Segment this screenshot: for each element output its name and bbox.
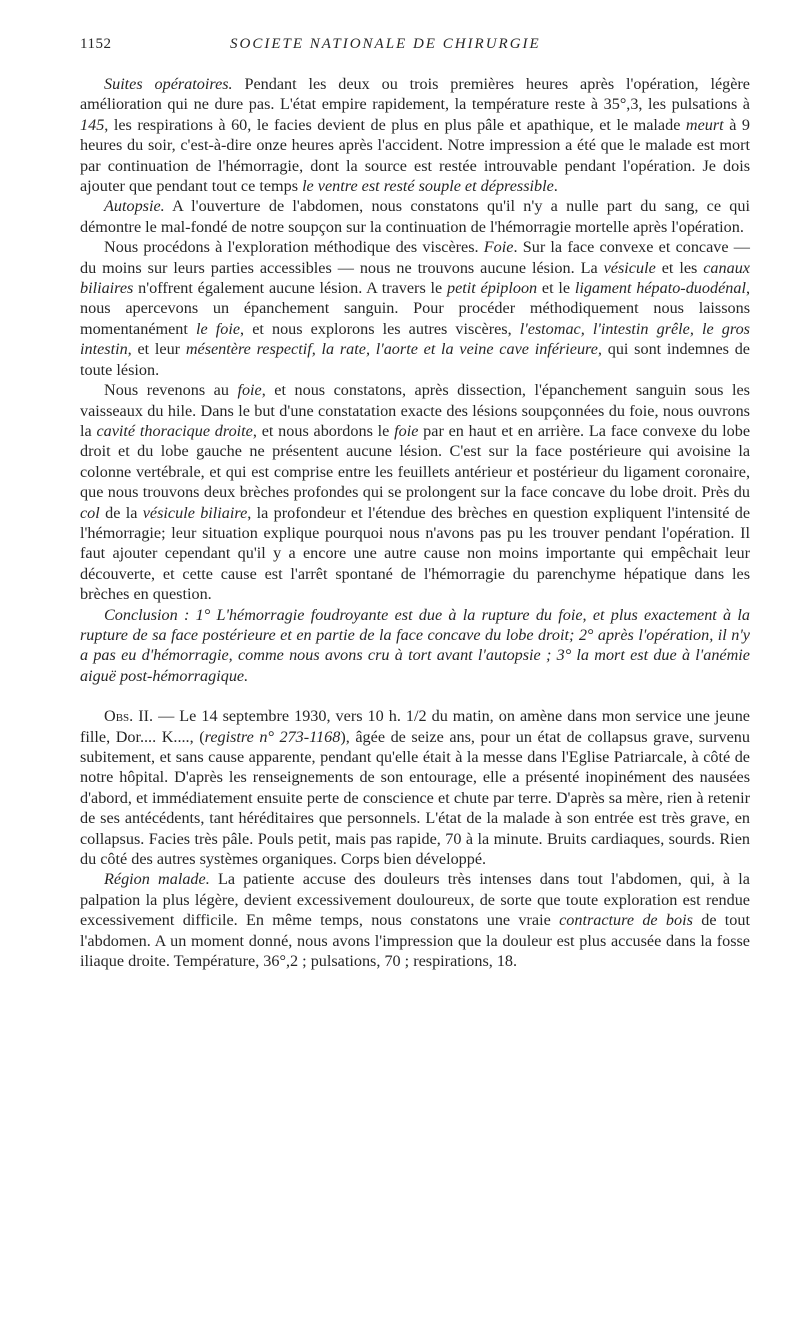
text-run: de la: [99, 503, 143, 522]
text-run: ), âgée de seize ans, pour un état de collapsus grave, survenu subitement, et sans cause apparente, pendant qu'elle était à la messe dans l'Eglise Patriarcale, à côté de notre hôpital. D'après les renseignements de son entourage, elle a présenté inopinément des nausées d'abord, et immédiatement ensuite perte de conscience et chute par terre. D'après sa mère, rien à retenir de ses antécédents, tant héréditaires que personnels. L'état de la malade à son entrée est très grave, en collapsus. Facies très pâle. Pouls petit, mais pas rapide, 70 à la minute. Bruits cardiaques, sourds. Rien du côté des autres systèmes organiques. Corps bien développé.: [80, 727, 750, 869]
text-run: , nous apercevons un épanchement sanguin. Pour procéder méthodiquement nous laissons momentanément: [80, 279, 750, 338]
text-italic: registre n° 273-1168: [204, 727, 341, 746]
paragraph-conclusion: [80, 605, 750, 687]
page-number: 1152: [80, 36, 112, 52]
text-italic: ligament hépato-duodénal: [574, 279, 746, 298]
text-italic: contracture de bois: [559, 911, 693, 930]
text-run: Nous procédons à l'exploration méthodique des viscères.: [104, 238, 484, 257]
text-italic: vésicule: [603, 258, 656, 277]
text-run: . Sur la face convexe et concave — du moins sur leurs parties accessibles — nous ne trouvons aucune lésion. La: [80, 238, 750, 277]
text-italic: 145: [80, 115, 105, 134]
text-run: Pendant les deux ou trois premières heures après l'opération, légère amélioration qui ne dure pas. L'état empire rapidement, la température reste à 35°,3, les pulsations à: [80, 75, 750, 114]
paragraph-region-malade: [80, 869, 750, 971]
paragraph-exploration: [80, 237, 750, 380]
text-italic: meurt: [685, 115, 724, 134]
text-italic: cavité thoracique droite: [96, 421, 253, 440]
text-italic: foie: [237, 381, 262, 400]
paragraph-suites-operatoires: [80, 74, 750, 196]
text-italic: vésicule biliaire: [142, 503, 248, 522]
text-run: n'offrent également aucune lésion. A travers le: [133, 279, 447, 298]
text-run: par en haut et en arrière. La face convexe du lobe droit et du lobe gauche ne présentent aucune lésion. C'est sur la face postérieure qui avoisine la colonne vertébrale, et qui est comprise entre les feuillets antérieur et postérieur du ligament coronaire, que nous trouvons deux brèches profondes qui se prolongent sur la face concave du lobe droit. Près du: [80, 421, 751, 502]
text-italic: le ventre est resté souple et dépressible: [302, 177, 554, 196]
observation-label: Obs. II.: [104, 707, 154, 726]
page-header: [80, 36, 750, 58]
text-run: et leur: [131, 340, 186, 359]
text-run: , les respirations à 60, le facies devient de plus en plus pâle et apathique, et le malade: [104, 115, 686, 134]
text-run: — Le 14 septembre 1930, vers 10 h. 1/2 du matin, on amène dans mon service une jeune fille, Dor.... K...., (: [80, 707, 750, 746]
section-lead: Région malade.: [104, 870, 210, 889]
text-run: à 9 heures du soir, c'est-à-dire onze heures après l'accident. Notre impression a été que le malade est mort par continuation de l'hémorragie, dont la source est restée introuvable pendant l'opération. Je dois ajouter que pendant tout ce temps: [80, 115, 750, 196]
text-italic: Foie: [483, 238, 514, 257]
text-italic: petit épiploon: [446, 279, 538, 298]
text-run: et le: [537, 279, 575, 298]
text-italic: l'estomac, l'intestin grêle, le gros intestin,: [80, 319, 750, 359]
text-run: , la profondeur et l'étendue des brèches en question expliquent l'intensité de l'hémorragie; leur situation explique pourquoi nous n'avons pas pu les trouver pendant l'opération. Il faut ajouter cependant qu'il y a encore une autre cause non moins importante qui empêchait leur découverte, et cette cause est l'arrêt spontané de l'hémorragie du parenchyme hépatique dans les brèches en question.: [80, 503, 751, 604]
text-italic: col: [80, 503, 100, 522]
text-italic: foie: [394, 421, 419, 440]
text-run: A l'ouverture de l'abdomen, nous constatons qu'il n'y a nulle part du sang, ce qui démontre le mal-fondé de notre soupçon sur la continuation de l'hémorragie mortelle après l'opération.: [80, 197, 750, 236]
text-run: qui sont indemnes de toute lésion.: [80, 340, 750, 379]
article-body: [80, 74, 750, 971]
text-italic: le foie: [195, 319, 241, 338]
paragraph-autopsie: [80, 196, 750, 237]
section-lead: Autopsie.: [104, 197, 165, 216]
paragraph-observation-2: [80, 706, 750, 869]
section-lead: Suites opératoires.: [104, 75, 233, 93]
text-run: Nous revenons au: [104, 381, 238, 400]
text-italic: canaux biliaires: [80, 258, 750, 298]
text-run: , et nous constatons, après dissection, l'épanchement sanguin sous les vaisseaux du hile. Dans le but d'une constatation exacte des lésions soupçonnées du foie, nous ouvrons la: [80, 381, 750, 440]
text-run: Conclusion : 1° L'hémorragie foudroyante est due à la rupture du foie, et plus exactement à la rupture de sa face postérieure et en partie de la face concave du lobe droit; 2° après l'opération, il n'y a pas eu d'hémorragie, comme nous avons cru à tort avant l'autopsie ; 3° la mort est due à l'anémie aiguë post-hémorragique.: [80, 605, 750, 685]
text-run: , et nous abordons le: [252, 421, 395, 440]
text-run: de tout l'abdomen. A un moment donné, nous avons l'impression que la douleur est plus accusée dans la fosse iliaque droite. Température, 36°,2 ; pulsations, 70 ; respirations, 18.: [80, 911, 750, 971]
text-run: et les: [655, 258, 704, 277]
text-run: La patiente accuse des douleurs très intenses dans tout l'abdomen, qui, à la palpation la plus légère, devient excessivement douloureux, de sorte que toute exploration est rendue excessivement difficile. En même temps, nous constatons une vraie: [80, 870, 750, 930]
text-run: .: [553, 177, 558, 196]
text-italic: mésentère respectif, la rate, l'aorte et la veine cave inférieure,: [185, 340, 602, 359]
text-run: , et nous explorons les autres viscères,: [240, 319, 520, 338]
paragraph-foie-dissection: [80, 380, 750, 604]
running-title: SOCIETE NATIONALE DE CHIRURGIE: [230, 36, 541, 52]
